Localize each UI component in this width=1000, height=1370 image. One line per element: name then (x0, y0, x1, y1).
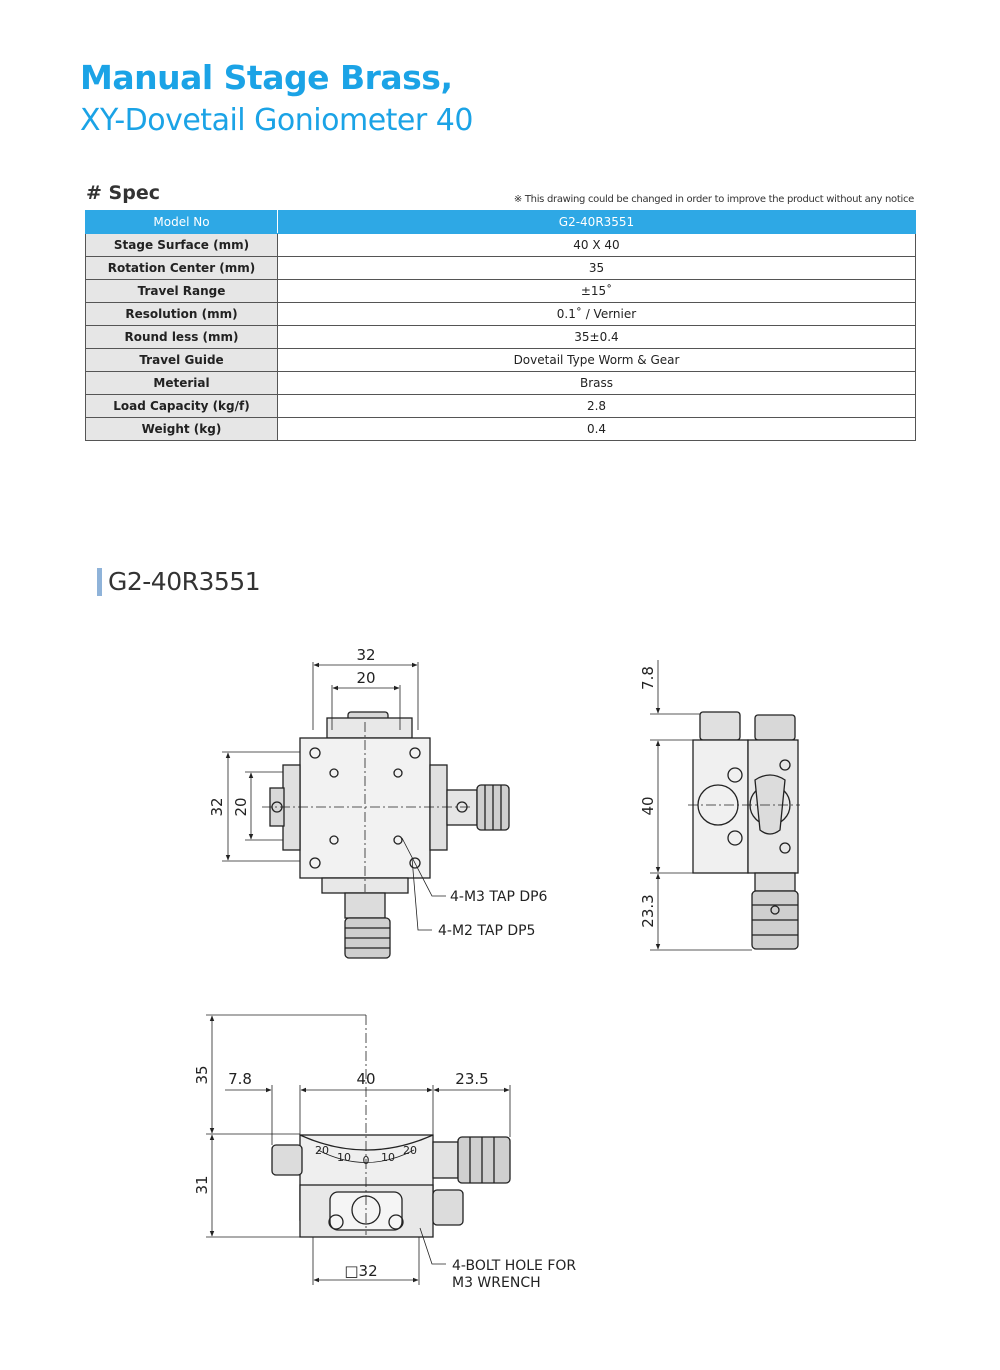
table-row (86, 303, 916, 326)
spec-label: Weight (kg) (86, 418, 278, 441)
scale-label: 10 (337, 1151, 351, 1164)
table-row (86, 395, 916, 418)
page-subtitle: XY-Dovetail Goniometer 40 (80, 103, 473, 138)
dim-top-height-outer: 32 (208, 797, 226, 817)
spec-header-label: Model No (86, 211, 278, 234)
spec-value: 0.4 (278, 418, 916, 441)
callout-m2-tap: 4-M2 TAP DP5 (438, 923, 536, 939)
dim-front-base: □32 (344, 1262, 378, 1280)
spec-label: Meterial (86, 372, 278, 395)
spec-value: 2.8 (278, 395, 916, 418)
spec-label: Resolution (mm) (86, 303, 278, 326)
spec-table (85, 210, 916, 441)
spec-value: 35±0.4 (278, 326, 916, 349)
table-row (86, 257, 916, 280)
spec-value: Brass (278, 372, 916, 395)
spec-label: Load Capacity (kg/f) (86, 395, 278, 418)
dim-side-bottom: 23.3 (639, 894, 657, 928)
scale-label: 10 (381, 1151, 395, 1164)
table-row (86, 280, 916, 303)
spec-value: 35 (278, 257, 916, 280)
front-view (206, 1015, 510, 1285)
scale-label: 0 (362, 1154, 370, 1167)
side-view (650, 660, 800, 950)
table-row (86, 372, 916, 395)
table-row (86, 326, 916, 349)
dim-side-top: 7.8 (639, 666, 657, 690)
spec-label: Travel Range (86, 280, 278, 303)
drawing-notice: ※ This drawing could be changed in order to improve the product without any notice (513, 194, 914, 205)
spec-label: Stage Surface (mm) (86, 234, 278, 257)
dim-top-width-outer: 32 (356, 646, 376, 664)
drawing-heading: G2-40R3551 (97, 568, 260, 596)
dim-front-right: 23.5 (455, 1070, 489, 1088)
spec-value: Dovetail Type Worm & Gear (278, 349, 916, 372)
dim-top-height-inner: 20 (232, 797, 250, 817)
dim-front-height-upper: 35 (193, 1065, 211, 1085)
scale-label: 20 (315, 1144, 329, 1157)
dim-side-mid: 40 (639, 796, 657, 816)
scale-label: 20 (403, 1144, 417, 1157)
spec-header-row (86, 211, 916, 234)
spec-header-value: G2-40R3551 (278, 211, 916, 234)
callout-bolt-hole: 4-BOLT HOLE FOR (452, 1258, 577, 1274)
spec-label: Travel Guide (86, 349, 278, 372)
dim-front-mid: 40 (356, 1070, 376, 1088)
dim-front-left: 7.8 (228, 1070, 252, 1088)
dim-front-height-lower: 31 (193, 1175, 211, 1195)
dim-top-width-inner: 20 (356, 669, 376, 687)
spec-label: Round less (mm) (86, 326, 278, 349)
callout-m3-tap: 4-M3 TAP DP6 (450, 889, 548, 905)
callout-bolt-wrench: M3 WRENCH (452, 1275, 541, 1291)
spec-value: 0.1˚ / Vernier (278, 303, 916, 326)
table-row (86, 234, 916, 257)
spec-section-label: # Spec (86, 182, 160, 204)
technical-drawing (0, 630, 1000, 1330)
top-view (222, 662, 509, 958)
page-title: Manual Stage Brass, (80, 58, 453, 97)
spec-value: 40 X 40 (278, 234, 916, 257)
spec-value: ±15˚ (278, 280, 916, 303)
table-row (86, 418, 916, 441)
spec-label: Rotation Center (mm) (86, 257, 278, 280)
table-row (86, 349, 916, 372)
